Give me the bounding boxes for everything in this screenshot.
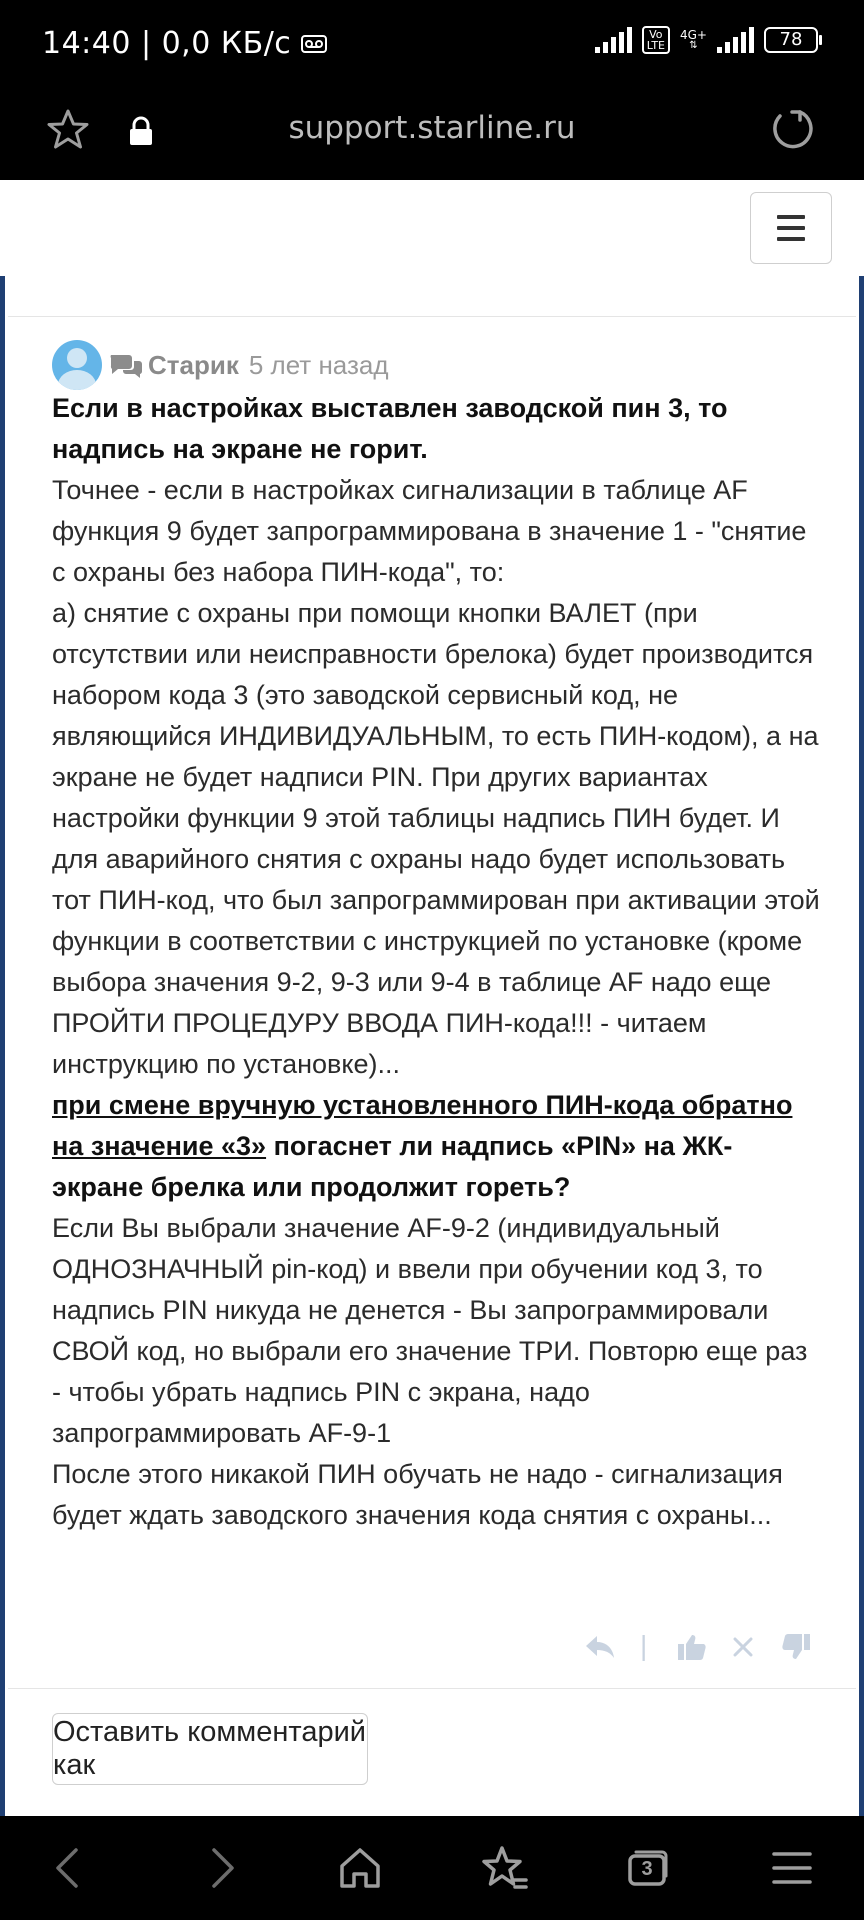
status-bar <box>0 0 864 92</box>
site-header <box>0 180 864 276</box>
data-arrows-icon: ⇅ <box>689 40 698 51</box>
browser-toolbar <box>0 92 864 180</box>
comment-question <box>52 1085 820 1208</box>
volte-badge: Vo LTE <box>642 26 670 54</box>
comment-header <box>52 340 389 390</box>
close-icon[interactable] <box>732 1636 754 1658</box>
bookmarks-star-icon[interactable] <box>480 1844 528 1892</box>
comments-frame <box>0 276 864 1816</box>
status-left <box>42 26 327 61</box>
quote-link[interactable]: при смене вручную установленного ПИН-кода обратно на значение «3» <box>52 1090 793 1161</box>
comment-time[interactable]: 5 лет назад <box>248 349 389 380</box>
question-text: погаснет ли надпись «PIN» на ЖК-экране брелка или продолжит гореть? <box>52 1131 733 1202</box>
status-right <box>595 26 818 54</box>
tabs-count: 3 <box>641 1858 653 1880</box>
tabs-button[interactable] <box>624 1844 672 1892</box>
comment-paragraph: а) снятие с охраны при помощи кнопки ВАЛЕТ (при отсутствии или неисправности брелока) будет производится набором кода 3 (это заводской сервисный код, не являющийся ИНДИВИДУАЛЬНЫМ, то есть ПИН-кодом), а на экране не будет надписи PIN. При других вариантах настройки функции 9 этой таблицы надпись ПИН будет. И для аварийного снятия с охраны надо будет использовать тот ПИН-код, что был запрограммирован при активации этой функции в соответствии с инструкцией по установке (кроме выбора значения 9-2, 9-3 или 9-4 в таблице AF надо еще ПРОЙТИ ПРОЦЕДУРУ ВВОДА ПИН-кода!!! - читаем инструкцию по установке)... <box>52 598 820 1079</box>
divider <box>8 1688 856 1689</box>
battery-icon <box>764 27 818 53</box>
browser-bottom-nav <box>0 1816 864 1920</box>
leave-comment-button[interactable]: Оставить комментарий как <box>52 1713 368 1785</box>
comment-author[interactable]: Старик <box>148 349 239 380</box>
status-speed: 0,0 КБ/с <box>161 26 292 61</box>
back-icon[interactable] <box>46 1844 94 1892</box>
comment-paragraph: Если в настройках выставлен заводской пин 3, то надпись на экране не горит. <box>52 393 728 464</box>
battery-level: 78 <box>779 29 803 50</box>
thumbs-up-icon[interactable] <box>676 1632 708 1662</box>
comment-paragraph: После этого никакой ПИН обучать не надо - сигнализация будет ждать заводского значения кода снятия с охраны... <box>52 1459 783 1530</box>
comments-icon <box>108 352 144 378</box>
actions-separator: | <box>640 1630 648 1661</box>
divider <box>8 316 856 317</box>
menu-bar-icon <box>777 226 805 230</box>
hamburger-menu-button[interactable] <box>750 192 832 264</box>
menu-bar-icon <box>777 237 805 241</box>
comment-body <box>52 388 820 1536</box>
thumbs-down-icon[interactable] <box>780 1632 812 1662</box>
menu-bar-icon <box>777 215 805 219</box>
forward-icon[interactable] <box>196 1844 244 1892</box>
signal-icon-2 <box>717 27 754 53</box>
signal-icon <box>595 27 632 53</box>
url-bar[interactable]: support.starline.ru <box>288 110 576 146</box>
voicemail-icon <box>301 34 327 54</box>
home-icon[interactable] <box>336 1844 384 1892</box>
reply-icon[interactable] <box>584 1632 616 1662</box>
status-time: 14:40 <box>42 26 131 61</box>
status-separator: | <box>140 26 152 61</box>
network-type: 4G+ <box>680 28 707 42</box>
comment-paragraph: Точнее - если в настройках сигнализации в таблице AF функция 9 будет запрограммирована в значение 1 - "снятие с охраны без набора ПИН-кода", то: <box>52 475 807 587</box>
menu-icon[interactable] <box>768 1844 816 1892</box>
comment-paragraph: Если Вы выбрали значение AF-9-2 (индивидуальный ОДНОЗНАЧНЫЙ pin-код) и ввели при обучении код 3, то надпись PIN никуда не денется - Вы запрограммировали СВОЙ код, но выбрали его значение ТРИ. Повторю еще раз - чтобы убрать надпись PIN с экрана, надо запрограммировать AF-9-1 <box>52 1213 808 1448</box>
reload-icon[interactable] <box>770 106 814 150</box>
avatar[interactable] <box>52 340 102 390</box>
comment-actions <box>580 1630 820 1670</box>
